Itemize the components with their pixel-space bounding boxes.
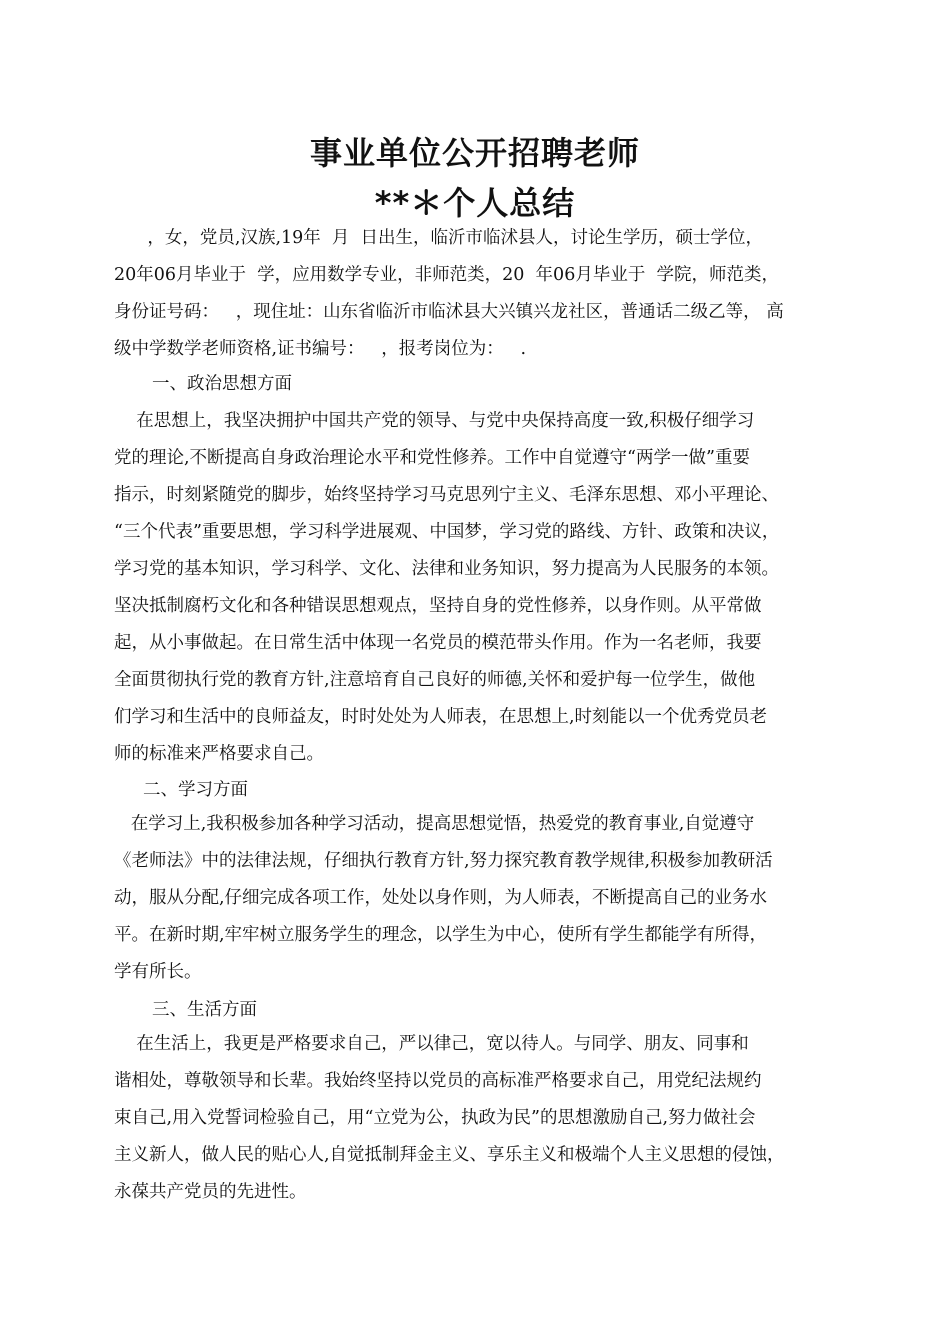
body-line: 《老师法》中的法律法规，仔细执行教育方针,努力探究教育教学规律,积极参加教研活 <box>114 851 773 871</box>
body-line: 谐相处，尊敬领导和长辈。我始终坚持以党员的高标准严格要求自己，用党纪法规约 <box>114 1071 762 1091</box>
section-heading-life: 三、生活方面 <box>152 1000 257 1020</box>
section-heading-politics: 一、政治思想方面 <box>152 374 292 394</box>
intro-paragraph <box>114 220 839 368</box>
section-body-study <box>114 806 839 991</box>
body-line: 束自己,用入党誓词检验自己，用“立党为公，执政为民”的思想激励自己,努力做社会 <box>114 1108 756 1128</box>
intro-line: 身份证号码： ，现住址：山东省临沂市临沭县大兴镇兴龙社区，普通话二级乙等， 高 <box>114 302 784 322</box>
body-line: 永葆共产党员的先进性。 <box>114 1182 307 1202</box>
section-body-life <box>114 1026 839 1211</box>
section-body-politics <box>114 403 839 773</box>
body-line: 学有所长。 <box>114 962 202 982</box>
intro-line: 级中学数学老师资格,证书编号： ，报考岗位为： . <box>114 339 527 359</box>
body-line: 在思想上，我坚决拥护中国共产党的领导、与党中央保持高度一致,积极仔细学习 <box>114 411 755 431</box>
body-line: 党的理论,不断提高自身政治理论水平和党性修养。工作中自觉遵守“两学一做”重要 <box>114 448 750 468</box>
body-line: 主义新人，做人民的贴心人,自觉抵制拜金主义、享乐主义和极端个人主义思想的侵蚀， <box>114 1145 785 1165</box>
body-line: 在生活上，我更是严格要求自己，严以律己，宽以待人。与同学、朋友、同事和 <box>114 1034 749 1054</box>
body-line: “三个代表”重要思想，学习科学进展观、中国梦，学习党的路线、方针、政策和决议， <box>114 522 780 542</box>
body-line: 们学习和生活中的良师益友，时时处处为人师表，在思想上,时刻能以一个优秀党员老 <box>114 707 768 727</box>
body-line: 在学习上,我积极参加各种学习活动，提高思想觉悟，热爱党的教育事业,自觉遵守 <box>114 814 755 834</box>
intro-line: 20年06月毕业于 学，应用数学专业，非师范类，20 年06月毕业于 学院，师范类， <box>114 265 779 285</box>
body-line: 师的标准来严格要求自己。 <box>114 744 324 764</box>
body-line: 指示，时刻紧随党的脚步，始终坚持学习马克思列宁主义、毛泽东思想、邓小平理论、 <box>114 485 779 505</box>
body-line: 起，从小事做起。在日常生活中体现一名党员的模范带头作用。作为一名老师，我要 <box>114 633 762 653</box>
body-line: 平。在新时期,牢牢树立服务学生的理念，以学生为中心，使所有学生都能学有所得， <box>114 925 768 945</box>
body-line: 学习党的基本知识，学习科学、文化、法律和业务知识，努力提高为人民服务的本领。 <box>114 559 779 579</box>
document-title: 事业单位公开招聘老师 <box>309 134 640 172</box>
body-line: 动，服从分配,仔细完成各项工作，处处以身作则，为人师表，不断提高自己的业务水 <box>114 888 768 908</box>
intro-line: ，女，党员,汉族,19年 月 日出生，临沂市临沭县人，讨论生学历，硕士学位， <box>114 228 764 248</box>
body-line: 全面贯彻执行党的教育方针,注意培育自己良好的师德,关怀和爱护每一位学生，做他 <box>114 670 756 690</box>
body-line: 坚决抵制腐朽文化和各种错误思想观点，坚持自身的党性修养，以身作则。从平常做 <box>114 596 762 616</box>
section-heading-study: 二、学习方面 <box>143 780 248 800</box>
document-subtitle: **＊个人总结 <box>374 184 576 222</box>
